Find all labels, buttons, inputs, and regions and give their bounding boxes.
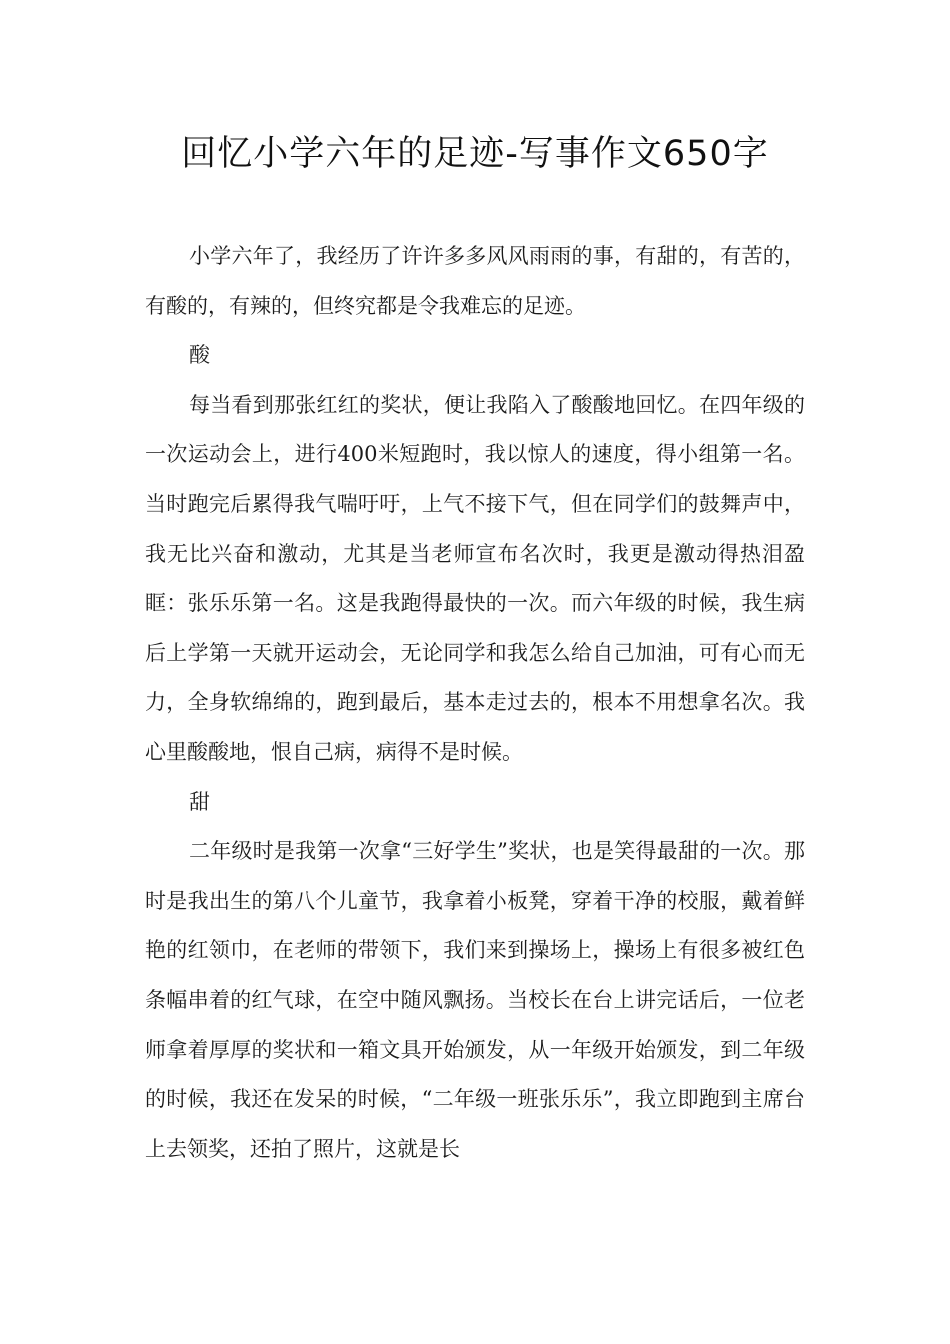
section-heading-sweet: 甜: [189, 789, 210, 814]
paragraph-intro: 小学六年了，我经历了许许多多风风雨雨的事，有甜的，有苦的，有酸的，有辣的，但终究都是令我难忘的足迹。: [145, 244, 805, 318]
paragraph-sweet: 二年级时是我第一次拿“三好学生”奖状，也是笑得最甜的一次。那时是我出生的第八个儿童节，我拿着小板凳，穿着干净的校服，戴着鲜艳的红领巾，在老师的带领下，我们来到操场上，操场上有很多被红色条幅串着的红气球，在空中随风飘扬。当校长在台上讲完话后，一位老师拿着厚厚的奖状和一箱文具开始颁发，从一年级开始颁发，到二年级的时候，我还在发呆的时候，“二年级一班张乐乐”，我立即跑到主席台上去领奖，还拍了照片，这就是长: [145, 839, 805, 1161]
paragraph-sour: 每当看到那张红红的奖状，便让我陷入了酸酸地回忆。在四年级的一次运动会上，进行400米短跑时，我以惊人的速度，得小组第一名。当时跑完后累得我气喘吁吁，上气不接下气，但在同学们的鼓舞声中，我无比兴奋和激动，尤其是当老师宣布名次时，我更是激动得热泪盈眶：张乐乐第一名。这是我跑得最快的一次。而六年级的时候，我生病后上学第一天就开运动会，无论同学和我怎么给自己加油，可有心而无力，全身软绵绵的，跑到最后，基本走过去的，根本不用想拿名次。我心里酸酸地，恨自己病，病得不是时候。: [145, 392, 805, 764]
document-title: 回忆小学六年的足迹-写事作文650字: [181, 134, 769, 174]
section-heading-sour: 酸: [189, 343, 210, 368]
document-body: [145, 232, 805, 1174]
